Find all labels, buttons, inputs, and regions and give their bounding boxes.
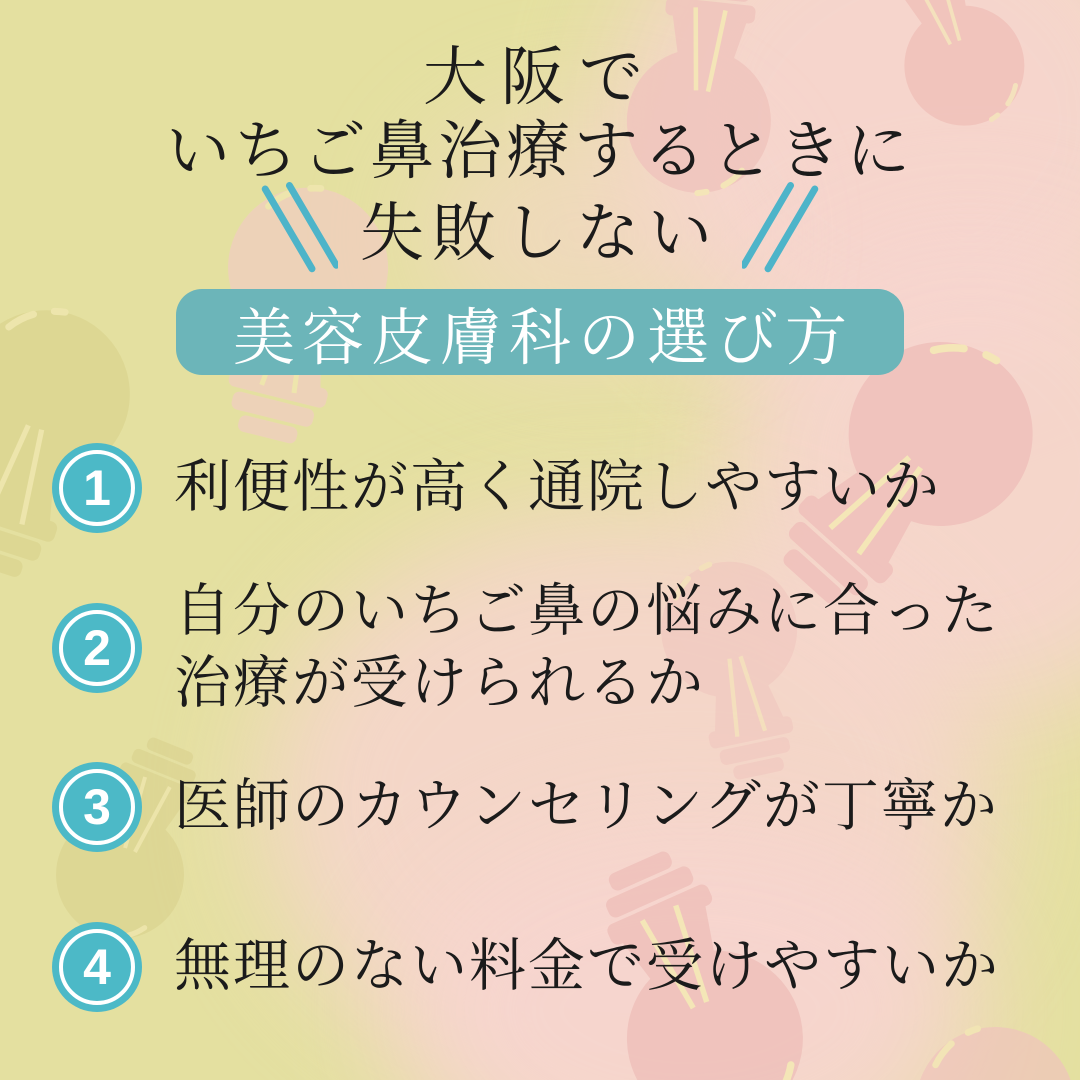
item-1-number-badge <box>52 443 142 533</box>
item-1-text <box>174 452 941 524</box>
checklist-item-4 <box>52 922 1064 1012</box>
title-emphasis-row <box>0 176 1080 280</box>
checklist-item-3 <box>52 762 1064 852</box>
item-4-line-1: 無理のない料金で受けやすいか <box>174 934 1000 998</box>
item-2-line-1: 自分のいちご鼻の悩みに合った <box>174 580 1000 643</box>
double-slash-right-icon <box>742 176 820 280</box>
item-3-text <box>174 771 999 843</box>
title-line-2: いちご鼻治療するときに <box>166 116 914 187</box>
item-1-line-1: 利便性が高く通院しやすいか <box>174 455 941 519</box>
item-3-number-badge <box>52 762 142 852</box>
category-banner <box>176 289 904 375</box>
banner-label: 美容皮膚科の選び方 <box>232 304 854 373</box>
item-4-number: 4 <box>83 939 111 995</box>
checklist-item-2 <box>52 576 1064 721</box>
title-line-3: 失敗しない <box>360 198 720 269</box>
item-2-number: 2 <box>83 620 111 677</box>
item-1-number: 1 <box>83 460 111 516</box>
item-4-number-badge <box>52 922 142 1012</box>
item-2-number-badge <box>52 603 142 693</box>
double-slash-left-icon <box>260 176 338 280</box>
item-4-text <box>174 931 1000 1003</box>
checklist-item-1 <box>52 443 1064 533</box>
item-2-line-2: 治療が受けられるか <box>174 652 705 716</box>
item-3-line-1: 医師のカウンセリングが丁寧か <box>174 774 999 838</box>
item-3-number: 3 <box>83 779 111 835</box>
item-2-text <box>174 576 1000 721</box>
title-line-1: 大阪で <box>423 42 657 113</box>
